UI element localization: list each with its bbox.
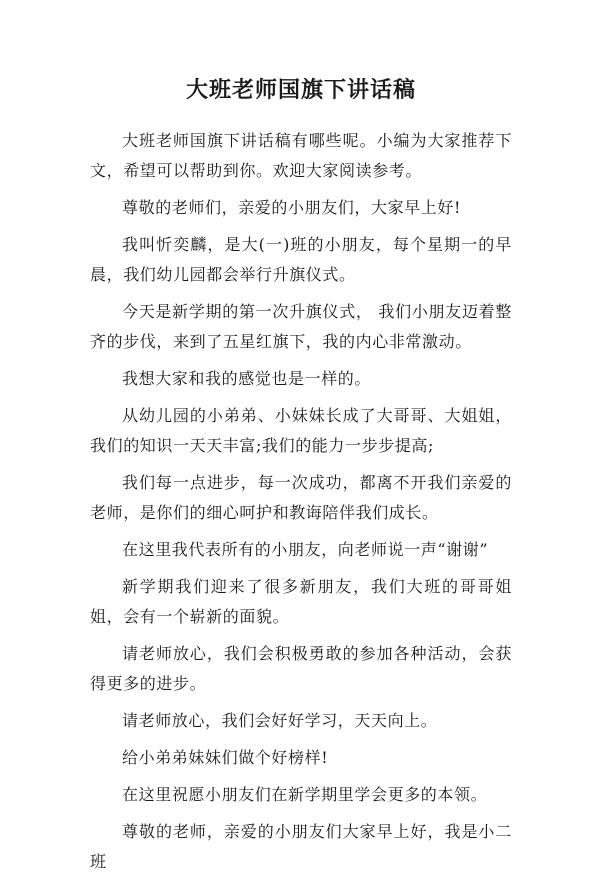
paragraph-4: 今天是新学期的第一次升旗仪式， 我们小朋友迈着整齐的步伐，来到了五星红旗下，我的内心非常激动。	[90, 302, 512, 351]
paragraph-7: 我们每一点进步，每一次成功，都离不开我们亲爱的老师，是你们的细心呵护和教诲陪伴我们成长。	[90, 473, 512, 522]
paragraph-12: 给小弟弟妹妹们做个好榜样!	[122, 748, 329, 767]
paragraph-3: 我叫忻奕麟，是大(一)班的小朋友，每个星期一的早晨，我们幼儿园都会举行升旗仪式。	[90, 235, 512, 284]
paragraph-9: 新学期我们迎来了很多新朋友，我们大班的哥哥姐姐，会有一个崭新的面貌。	[90, 577, 512, 626]
document-title: 大班老师国旗下讲话稿	[185, 77, 416, 103]
paragraph-14: 尊敬的老师，亲爱的小朋友们大家早上好，我是小二班	[90, 822, 512, 871]
document-body	[90, 126, 512, 877]
paragraph-2: 尊敬的老师们，亲爱的小朋友们，大家早上好!	[122, 198, 462, 217]
paragraph-5: 我想大家和我的感觉也是一样的。	[122, 369, 372, 388]
paragraph-8: 在这里我代表所有的小朋友，向老师说一声“谢谢”	[122, 540, 489, 559]
paragraph-6: 从幼儿园的小弟弟、小妹妹长成了大哥哥、大姐姐，我们的知识一天天丰富;我们的能力一步步提高;	[90, 406, 512, 455]
paragraph-13: 在这里祝愿小朋友们在新学期里学会更多的本领。	[122, 785, 488, 804]
paragraph-11: 请老师放心，我们会好好学习，天天向上。	[122, 711, 438, 730]
paragraph-1: 大班老师国旗下讲话稿有哪些呢。小编为大家推荐下文，希望可以帮助到你。欢迎大家阅读参考。	[90, 131, 512, 180]
paragraph-10: 请老师放心，我们会积极勇敢的参加各种活动，会获得更多的进步。	[90, 644, 512, 693]
